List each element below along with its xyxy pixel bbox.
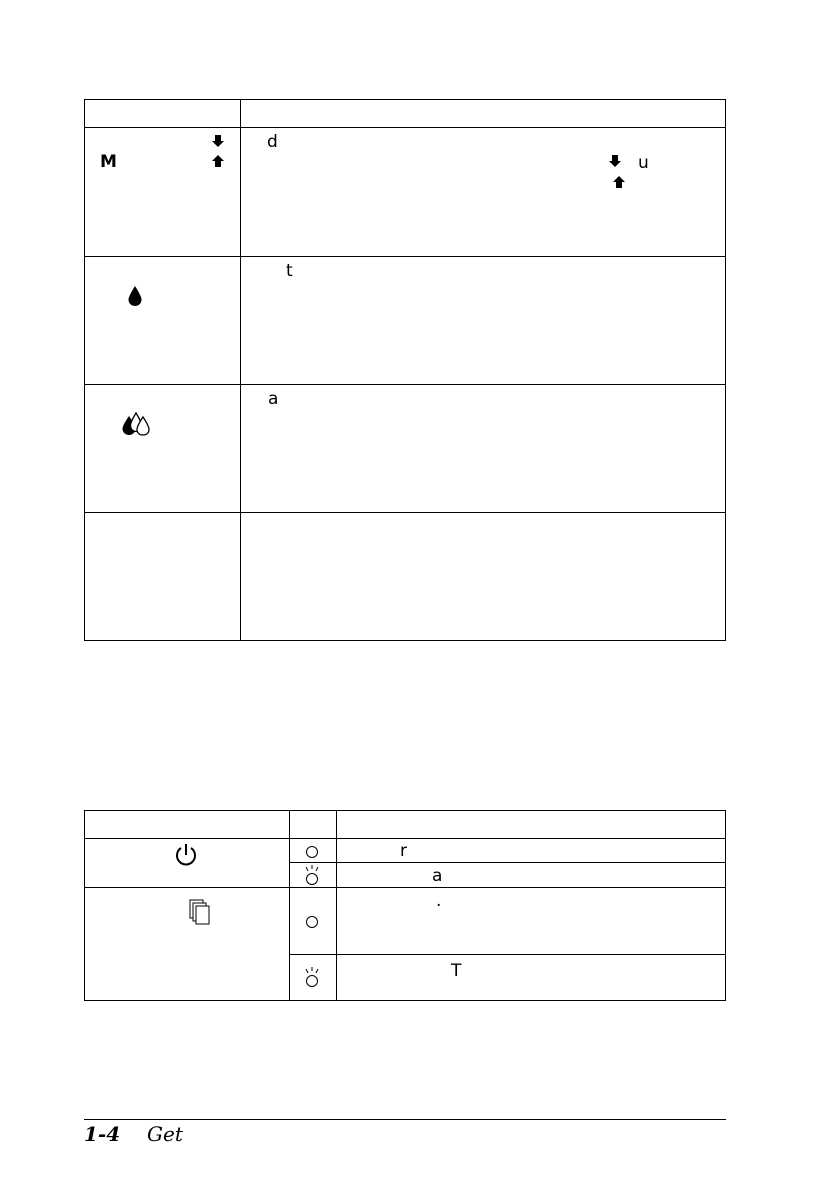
table-rule	[84, 256, 726, 257]
paper-out-icon	[188, 898, 212, 926]
table-rule	[289, 862, 726, 863]
color-ink-drops-icon	[121, 412, 151, 436]
table-rule	[84, 1000, 726, 1001]
page-number: 1-4	[84, 1122, 121, 1146]
table-rule	[84, 99, 85, 641]
status-description: T	[451, 961, 462, 981]
light-off-icon	[305, 915, 319, 929]
light-flashing-icon	[302, 966, 322, 988]
table-rule	[240, 99, 241, 641]
status-description: .	[436, 891, 442, 911]
button-label: M	[100, 152, 117, 172]
table-rule	[289, 810, 290, 1001]
arrow-down-icon	[211, 134, 225, 148]
function-description: d	[267, 132, 278, 152]
arrow-down-icon	[608, 154, 622, 168]
function-description: a	[268, 389, 279, 409]
table-rule	[84, 887, 726, 888]
table-rule	[289, 954, 726, 955]
arrow-up-icon	[211, 154, 225, 168]
function-description: t	[286, 261, 293, 281]
status-description: r	[400, 841, 407, 861]
section-title: Get	[147, 1122, 183, 1146]
table-rule	[84, 127, 726, 128]
light-off-icon	[305, 845, 319, 859]
light-flashing-icon	[302, 864, 322, 886]
table-rule	[725, 99, 726, 641]
table-rule	[84, 810, 726, 811]
table-rule	[725, 810, 726, 1001]
table-rule	[336, 810, 337, 1001]
footer-rule	[84, 1119, 726, 1120]
table-rule	[84, 838, 726, 839]
table-rule	[84, 512, 726, 513]
table-rule	[84, 99, 726, 100]
black-ink-drop-icon	[127, 285, 143, 307]
function-description: u	[638, 153, 649, 173]
table-rule	[84, 384, 726, 385]
power-icon	[174, 842, 198, 868]
table-rule	[84, 810, 85, 1001]
status-description: a	[432, 866, 443, 886]
arrow-up-icon	[612, 175, 626, 189]
table-rule	[84, 640, 726, 641]
